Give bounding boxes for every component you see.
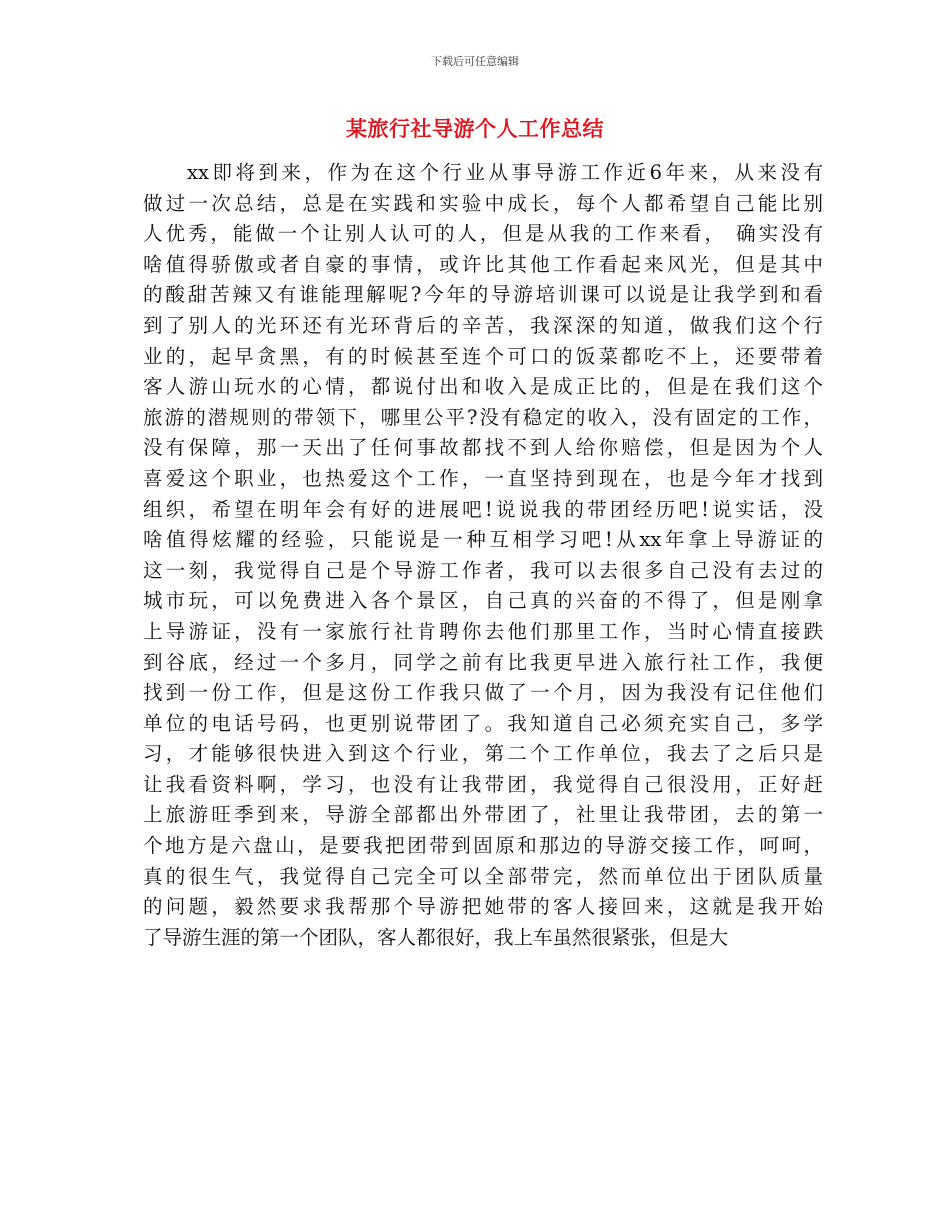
text-line: 上旅游旺季到来，导游全部都出外带团了，社里让我带团，去的第一 <box>143 803 823 827</box>
text-line: 啥值得炫耀的经验，只能说是一种互相学习吧!从xx年拿上导游证的 <box>143 528 823 552</box>
header-note: 下载后可任意编辑 <box>431 55 519 68</box>
text-line: 让我看资料啊，学习，也没有让我带团，我觉得自己很没用，正好赶 <box>143 772 823 796</box>
text-line: 上导游证，没有一家旅行社肯聘你去他们那里工作，当时心情直接跌 <box>143 619 823 643</box>
text-line: 这一刻，我觉得自己是个导游工作者，我可以去很多自己没有去过的 <box>143 558 823 582</box>
text-line: 的问题，毅然要求我帮那个导游把她带的客人接回来，这就是我开始 <box>143 895 823 919</box>
body-paragraph <box>143 158 823 953</box>
text-line: 城市玩，可以免费进入各个景区，自己真的兴奋的不得了，但是刚拿 <box>143 589 823 613</box>
text-line: 习，才能够很快进入到这个行业，第二个工作单位，我去了之后只是 <box>143 742 823 766</box>
text-line: 个地方是六盘山，是要我把团带到固原和那边的导游交接工作，呵呵， <box>143 834 823 858</box>
text-line: 了导游生涯的第一个团队，客人都很好，我上车虽然很紧张，但是大 <box>143 925 729 949</box>
text-line: 喜爱这个职业，也热爱这个工作，一直坚持到现在，也是今年才找到 <box>143 466 823 490</box>
text-line: 人优秀，能做一个让别人认可的人，但是从我的工作来看， 确实没有 <box>143 222 823 246</box>
text-line: 单位的电话号码，也更别说带团了。我知道自己必须充实自己，多学 <box>143 711 823 735</box>
text-line: 真的很生气，我觉得自己完全可以全部带完，然而单位出于团队质量 <box>143 864 823 888</box>
text-line: 找到一份工作，但是这份工作我只做了一个月，因为我没有记住他们 <box>143 681 823 705</box>
text-line: 做过一次总结，总是在实践和实验中成长，每个人都希望自己能比别 <box>143 191 823 215</box>
text-line: 旅游的潜规则的带领下，哪里公平?没有稳定的收入，没有固定的工作， <box>143 405 823 429</box>
text-line: 没有保障，那一天出了任何事故都找不到人给你赔偿，但是因为个人 <box>143 436 823 460</box>
text-line: 到谷底，经过一个多月，同学之前有比我更早进入旅行社工作，我便 <box>143 650 823 674</box>
text-line: 啥值得骄傲或者自豪的事情，或许比其他工作看起来风光，但是其中 <box>143 252 823 276</box>
text-line: 客人游山玩水的心情，都说付出和收入是成正比的，但是在我们这个 <box>143 375 823 399</box>
text-line: 组织，希望在明年会有好的进展吧!说说我的带团经历吧!说实话，没 <box>143 497 823 521</box>
text-line: 业的，起早贪黑，有的时候甚至连个可口的饭菜都吃不上，还要带着 <box>143 344 823 368</box>
text-line: 的酸甜苦辣又有谁能理解呢?今年的导游培训课可以说是让我学到和看 <box>143 283 823 307</box>
text-line: xx即将到来，作为在这个行业从事导游工作近6年来，从来没有 <box>187 161 823 184</box>
text-line: 到了别人的光环还有光环背后的辛苦，我深深的知道，做我们这个行 <box>143 313 823 337</box>
document-title: 某旅行社导游个人工作总结 <box>346 117 604 141</box>
